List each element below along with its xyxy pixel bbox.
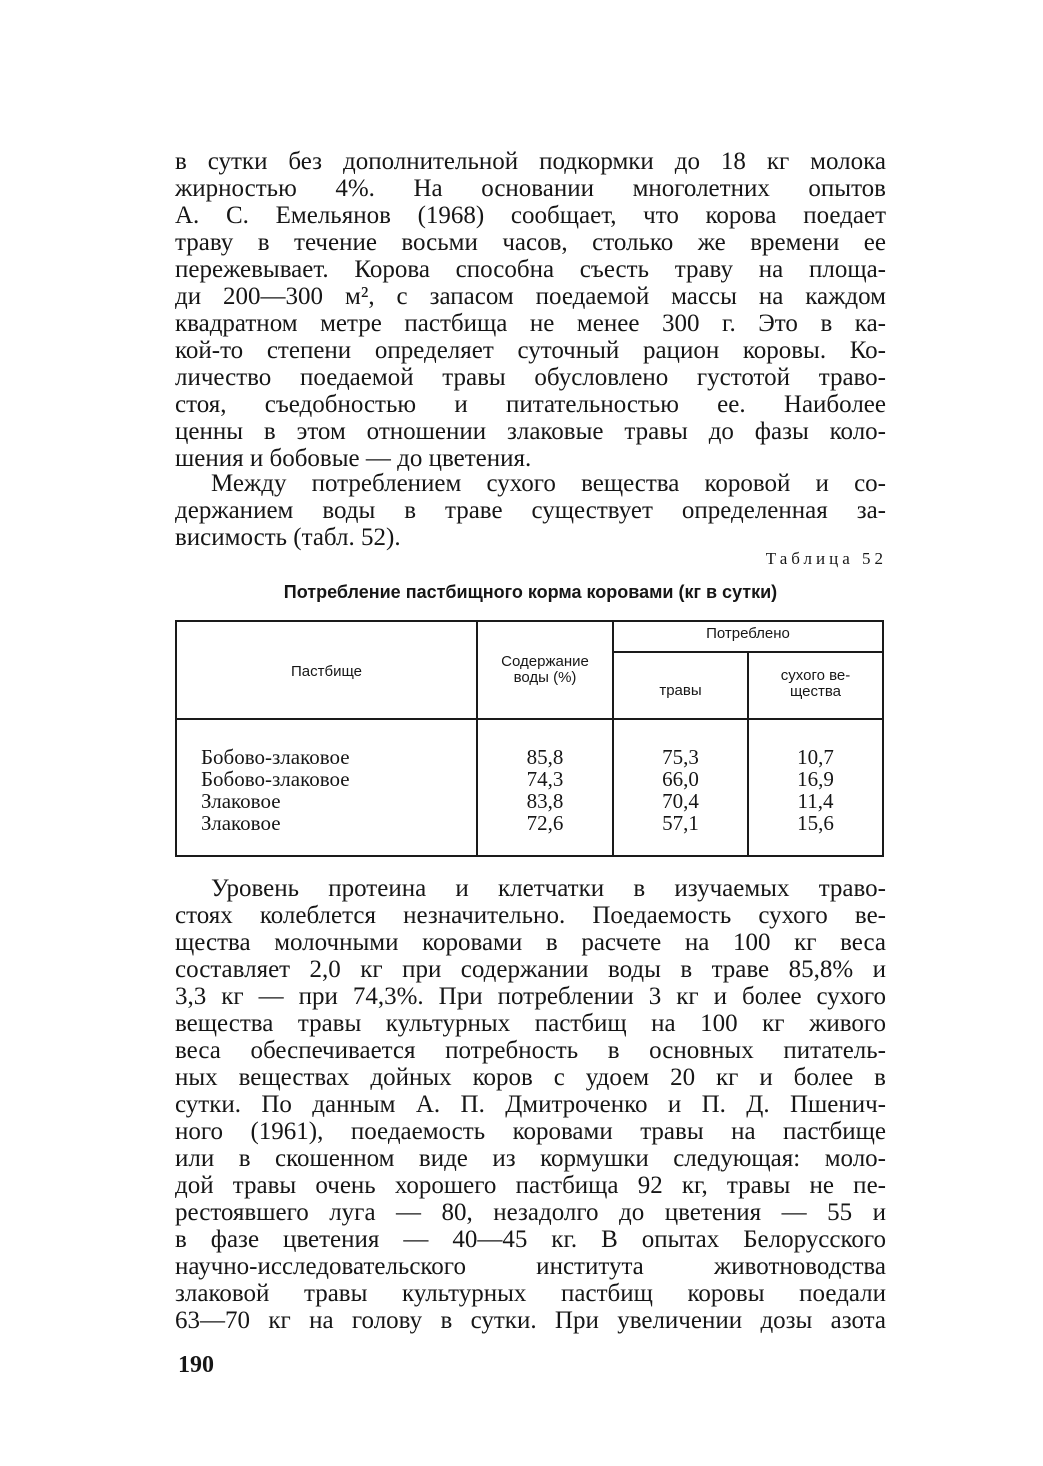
header-consumed: Потреблено <box>706 625 790 642</box>
cell-pasture: Злаковое <box>201 811 281 835</box>
table-bottom-rule <box>175 855 884 857</box>
cell-pasture: Бобово-злаковое <box>201 767 350 791</box>
text-line: личество поедаемой травы обусловлено густотой траво- <box>175 364 886 391</box>
cell-water: 72,6 <box>526 811 564 835</box>
text-line: висимость (табл. 52). <box>175 524 401 551</box>
cell-water: 83,8 <box>526 789 564 813</box>
table-left-rule <box>175 620 177 857</box>
cell-grass: 66,0 <box>662 767 699 791</box>
table-header-rule <box>175 718 884 720</box>
text-line: ценны в этом отношении злаковые травы до фазы коло- <box>175 418 886 445</box>
table-right-rule <box>882 620 884 857</box>
text-line: ных веществах дойных коров с удоем 20 кг и более в <box>175 1064 886 1091</box>
text-line: или в скошенном виде из кормушки следующая: моло- <box>175 1145 886 1172</box>
text-line: траву в течение восьми часов, столько же времени ее <box>175 229 886 256</box>
cell-water: 85,8 <box>526 745 564 769</box>
header-dry-matter <box>749 668 882 700</box>
page-number: 190 <box>178 1352 214 1378</box>
cell-dry: 16,9 <box>797 767 834 791</box>
text-line: Между потреблением сухого вещества коровой и со- <box>211 470 886 497</box>
header-pasture: Пастбище <box>291 663 362 680</box>
text-line: 63—70 кг на голову в сутки. При увеличении дозы азота <box>175 1307 886 1334</box>
header-water <box>478 654 612 686</box>
text-line: злаковой травы культурных пастбищ коровы поедали <box>175 1280 886 1307</box>
text-line: в сутки без дополнительной подкормки до 18 кг молока <box>175 148 886 175</box>
table-number: Таблица 52 <box>765 549 887 568</box>
text-line: в фазе цветения — 40—45 кг. В опытах Белорусского <box>175 1226 886 1253</box>
text-line: Уровень протеина и клетчатки в изучаемых траво- <box>211 875 886 902</box>
cell-grass: 57,1 <box>662 811 699 835</box>
cell-pasture: Бобово-злаковое <box>201 745 350 769</box>
cell-dry: 10,7 <box>797 745 834 769</box>
text-line: шения и бобовые — до цветения. <box>175 445 532 472</box>
table-title: Потребление пастбищного корма коровами (кг в сутки) <box>283 582 778 602</box>
paragraph-1 <box>175 148 886 472</box>
text-line: квадратном метре пастбища не менее 300 г. Это в ка- <box>175 310 886 337</box>
text-line: жирностью 4%. На основании многолетних опытов <box>175 175 886 202</box>
header-grass: травы <box>659 682 702 699</box>
cell-water: 74,3 <box>526 767 564 791</box>
text-line: веса обеспечивается потребность в основных питатель- <box>175 1037 886 1064</box>
header-dry-line: щества <box>789 683 842 700</box>
text-line: дой травы очень хорошего пастбища 92 кг, травы не пе- <box>175 1172 886 1199</box>
text-line: составляет 2,0 кг при содержании воды в траве 85,8% и <box>175 956 886 983</box>
text-line: научно-исследовательского института животноводства <box>175 1253 886 1280</box>
text-line: стоях колеблется незначительно. Поедаемость сухого ве- <box>175 902 886 929</box>
text-line: рестоявшего луга — 80, незадолго до цветения — 55 и <box>175 1199 886 1226</box>
text-line: вещества травы культурных пастбищ на 100 кг живого <box>175 1010 886 1037</box>
cell-grass: 75,3 <box>662 745 699 769</box>
paragraph-3 <box>175 875 886 1334</box>
text-line: ди 200—300 м², с запасом поедаемой массы на каждом <box>175 283 886 310</box>
text-line: сутки. По данным А. П. Дмитроченко и П. Д. Пшенич- <box>175 1091 886 1118</box>
text-line: держанием воды в траве существует определенная за- <box>175 497 886 524</box>
text-line: кой-то степени определяет суточный рацион коровы. Ко- <box>175 337 886 364</box>
cell-dry: 11,4 <box>797 789 834 813</box>
text-line: пережевывает. Корова способна съесть траву на площа- <box>175 256 886 283</box>
cell-dry: 15,6 <box>797 811 834 835</box>
text-line: 3,3 кг — при 74,3%. При потреблении 3 кг и более сухого <box>175 983 886 1010</box>
text-line: А. С. Емельянов (1968) сообщает, что корова поедает <box>175 202 886 229</box>
header-water-line: Содержание <box>501 653 589 670</box>
cell-pasture: Злаковое <box>201 789 281 813</box>
header-dry-line: сухого ве- <box>780 667 851 684</box>
text-line: ного (1961), поедаемость коровами травы на пастбище <box>175 1118 886 1145</box>
header-water-line: воды (%) <box>513 669 577 686</box>
text-line: щества молочными коровами в расчете на 100 кг веса <box>175 929 886 956</box>
table-top-rule <box>175 620 884 622</box>
cell-grass: 70,4 <box>662 789 699 813</box>
paragraph-2 <box>175 470 886 551</box>
text-line: стоя, съедобностью и питательностью ее. Наиболее <box>175 391 886 418</box>
